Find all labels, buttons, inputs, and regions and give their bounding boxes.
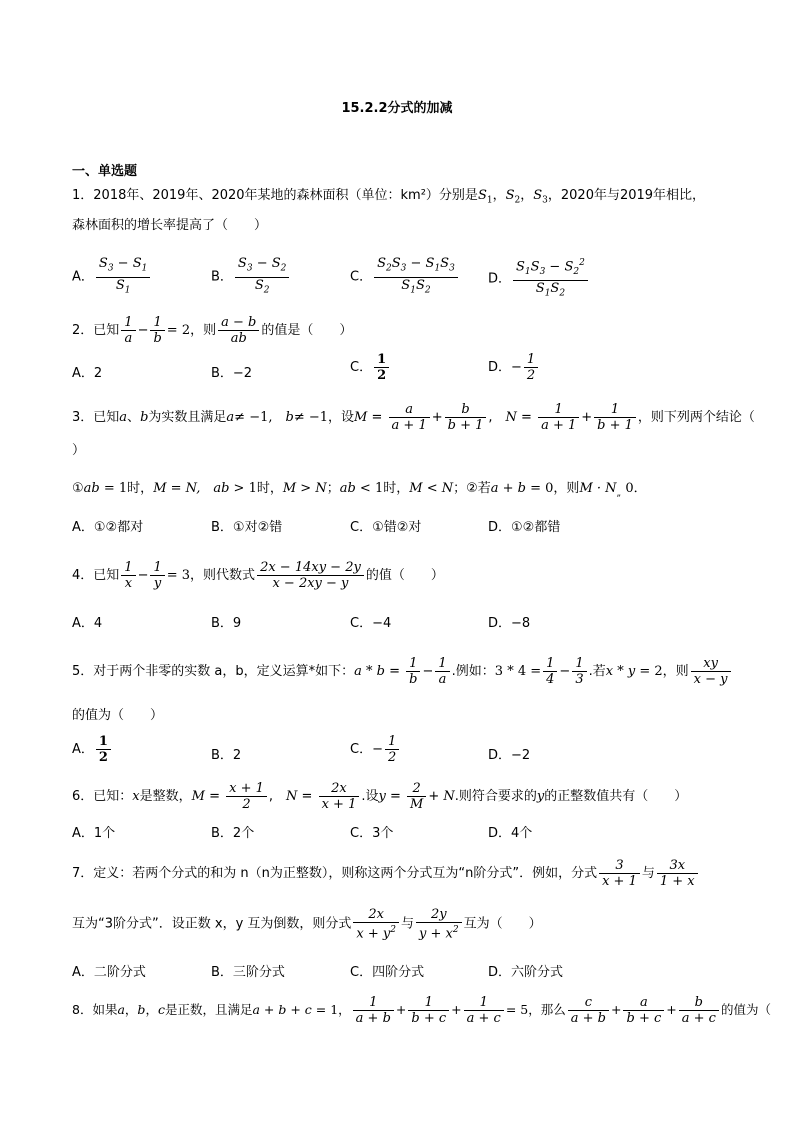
question-6-option-d[interactable]: D．4个 bbox=[488, 826, 533, 841]
question-1-option-b[interactable]: B． $\frac{S_3 - S_2}{S_2}$ bbox=[211, 256, 291, 298]
question-3-option-d[interactable]: D．①②都错 bbox=[488, 520, 561, 535]
question-4-option-d[interactable]: D．−8 bbox=[488, 616, 531, 631]
question-5-option-d[interactable]: D．−2 bbox=[488, 748, 531, 763]
question-6-option-a[interactable]: A．1个 bbox=[72, 826, 116, 841]
question-2-stem: 2．已知 $\frac{1}{a}$ − $\frac{1}{b}$ = 2，则 $\frac{a - b}{ab}$ 的值是（ ） bbox=[72, 315, 353, 346]
question-2-option-c[interactable]: C． $\frac{1}{2}$ bbox=[350, 352, 391, 383]
question-2-option-b[interactable]: B．−2 bbox=[211, 366, 253, 381]
question-4-option-c[interactable]: C．−4 bbox=[350, 616, 392, 631]
question-6-option-c[interactable]: C．3个 bbox=[350, 826, 394, 841]
page-title: 15.2.2分式的加减 bbox=[341, 101, 453, 116]
question-6-stem: 6．已知：x是整数，M = $\frac{x + 1}{2}$ , N = $\frac{2x}{x + 1}$ .设y = $\frac{2}{M}$ + N.则符合要求的y的正整数值共有（ ） bbox=[72, 781, 688, 812]
question-3-option-b[interactable]: B．①对②错 bbox=[211, 520, 283, 535]
question-7-option-a[interactable]: A．二阶分式 bbox=[72, 965, 146, 980]
question-5-option-a[interactable]: A． $\frac{1}{2}$ bbox=[72, 734, 113, 765]
question-7-option-c[interactable]: C．四阶分式 bbox=[350, 965, 425, 980]
question-5-line-1: 5．对于两个非零的实数 a，b，定义运算*如下：a * b = $\frac{1}{b}$ − $\frac{1}{a}$ .例如：3 * 4 = $\frac{1}{4}$ − $\frac{1}{3}$ .若x * y = 2，则 $\frac{xy}{x - y}$ bbox=[72, 656, 733, 687]
question-2-option-d[interactable]: D．− $\frac{1}{2}$ bbox=[488, 352, 540, 383]
question-5-line-2: 的值为（ ） bbox=[72, 708, 164, 723]
question-3-line-2: ） bbox=[72, 443, 86, 458]
question-1-line-1: 1．2018年、2019年、2020年某地的森林面积（单位：km²）分别是$S_1$，$S_2$，$S_3$，2020年与2019年相比， bbox=[72, 188, 706, 206]
question-3-line-3: ①ab = 1时，M = N, ab > 1时，M > N；ab < 1时，M < N；②若a + b = 0，则$M \cdot N_„$ 0． bbox=[72, 481, 647, 499]
question-7-option-b[interactable]: B．三阶分式 bbox=[211, 965, 285, 980]
question-3-option-c[interactable]: C．①错②对 bbox=[350, 520, 422, 535]
section-heading: 一、单选题 bbox=[72, 164, 138, 179]
question-5-option-b[interactable]: B．2 bbox=[211, 748, 242, 763]
question-1-option-a[interactable]: A． $\frac{S_3 - S_1}{S_1}$ bbox=[72, 256, 152, 298]
question-1-option-d[interactable]: D． $\frac{S_1S_3 - S_2^2}{S_1S_2}$ bbox=[488, 256, 590, 302]
question-1-line-2: 森林面积的增长率提高了（ ） bbox=[72, 218, 268, 233]
question-4-option-a[interactable]: A．4 bbox=[72, 616, 103, 631]
question-3-line-1: 3．已知a、b为实数且满足a≠ −1, b≠ −1，设M = $\frac{a}{a + 1}$ + $\frac{b}{b + 1}$ , N = $\frac{1}{a + 1}$ + $\frac{1}{b + 1}$ ，则下列两个结论（ bbox=[72, 402, 755, 433]
question-8-stem: 8．如果a，b，c是正数，且满足a + b + c = 1， $\frac{1}{a + b}$ + $\frac{1}{b + c}$ + $\frac{1}{a + c}$ = 5，那么 $\frac{c}{a + b}$ + $\frac{a}{b + c}$ + $\frac{b}{a + c}$ 的值为（ bbox=[72, 995, 771, 1026]
question-2-option-a[interactable]: A．2 bbox=[72, 366, 103, 381]
question-4-option-b[interactable]: B．9 bbox=[211, 616, 242, 631]
question-7-line-1: 7．定义：若两个分式的和为 n（n为正整数），则称这两个分式互为“n阶分式”．例如，分式 $\frac{3}{x + 1}$ 与 $\frac{3x}{1 + x}$ bbox=[72, 858, 700, 889]
question-3-option-a[interactable]: A．①②都对 bbox=[72, 520, 144, 535]
question-6-option-b[interactable]: B．2个 bbox=[211, 826, 255, 841]
question-5-option-c[interactable]: C．− $\frac{1}{2}$ bbox=[350, 734, 401, 765]
question-7-line-2: 互为“3阶分式”．设正数 x，y 互为倒数，则分式 $\frac{2x}{x + y^2}$ 与 $\frac{2y}{y + x^2}$ 互为（ ） bbox=[72, 907, 542, 942]
question-1-option-c[interactable]: C． $\frac{S_2S_3 - S_1S_3}{S_1S_2}$ bbox=[350, 256, 460, 298]
question-4-stem: 4．已知 $\frac{1}{x}$ − $\frac{1}{y}$ = 3，则代数式 $\frac{2x - 14xy - 2y}{x - 2xy - y}$ 的值（ ） bbox=[72, 560, 444, 591]
question-7-option-d[interactable]: D．六阶分式 bbox=[488, 965, 564, 980]
